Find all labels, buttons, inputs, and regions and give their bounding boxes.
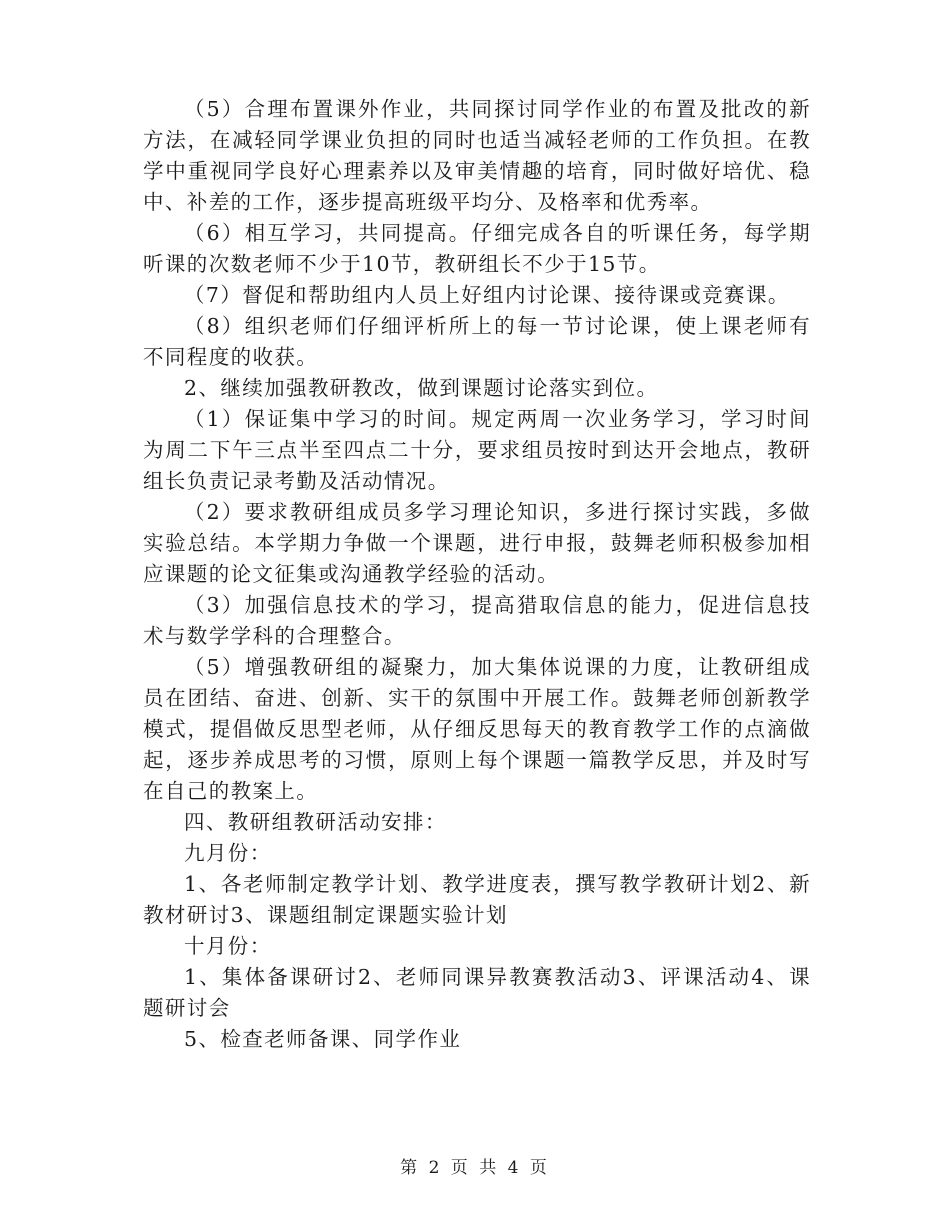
paragraph-research-reform: 2、继续加强教研教改，做到课题讨论落实到位。 <box>184 376 659 400</box>
paragraph-evaluate: （8）组织老师们仔细评析所上的每一节讨论课，使上课老师有不同程度的收获。 <box>143 314 811 369</box>
paragraph-mutual-learning: （6）相互学习，共同提高。仔细完成各自的听课任务，每学期听课的次数老师不少于10节，教研组长不少于15节。 <box>143 221 811 276</box>
september-items: 1、各老师制定教学计划、教学进度表，撰写教学教研计划2、新教材研讨3、课题组制定课题实验计划 <box>143 872 811 927</box>
paragraph-homework: （5）合理布置课外作业，共同探讨同学作业的布置及批改的新方法，在减轻同学课业负担的同时也适当减轻老师的工作负担。在教学中重视同学良好心理素养以及审美情趣的培育，同时做好培优、稳中、补差的工作，逐步提高班级平均分、及格率和优秀率。 <box>143 97 811 214</box>
paragraph-study-time: （1）保证集中学习的时间。规定两周一次业务学习，学习时间为周二下午三点半至四点二十分，要求组员按时到达开会地点，教研组长负责记录考勤及活动情况。 <box>143 407 811 493</box>
paragraph-supervise: （7）督促和帮助组内人员上好组内讨论课、接待课或竞赛课。 <box>184 283 790 307</box>
paragraph-theory: （2）要求教研组成员多学习理论知识，多进行探讨实践，多做实验总结。本学期力争做一个课题，进行申报，鼓舞老师积极参加相应课题的论文征集或沟通教学经验的活动。 <box>143 500 811 586</box>
document-body <box>143 94 811 1055</box>
page-footer <box>0 1153 950 1178</box>
section-heading-schedule: 四、教研组教研活动安排： <box>184 810 447 834</box>
october-items: 1、集体备课研讨2、老师同课异教赛教活动3、评课活动4、课题研讨会 <box>143 965 811 1020</box>
page-number-label: 第 2 页 共 4 页 <box>400 1158 550 1178</box>
october-item-5: 5、检查老师备课、同学作业 <box>184 1027 462 1051</box>
paragraph-cohesion: （5）增强教研组的凝聚力，加大集体说课的力度，让教研组成员在团结、奋进、创新、实干的氛围中开展工作。鼓舞老师创新教学模式，提倡做反思型老师，从仔细反思每天的教育教学工作的点滴做起，逐步养成思考的习惯，原则上每个课题一篇教学反思，并及时写在自己的教案上。 <box>143 655 811 803</box>
month-heading-september: 九月份： <box>184 841 272 865</box>
month-heading-october: 十月份： <box>184 934 272 958</box>
paragraph-it: （3）加强信息技术的学习，提高猎取信息的能力，促进信息技术与数学学科的合理整合。 <box>143 593 811 648</box>
